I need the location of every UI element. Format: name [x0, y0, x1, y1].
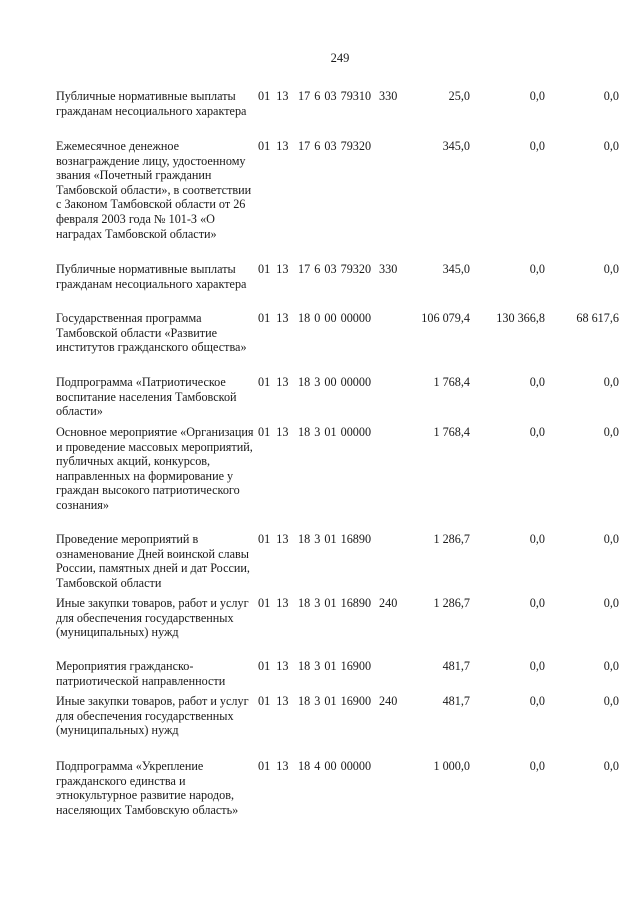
- row-value-2: 0,0: [529, 139, 545, 153]
- row-section-code: 01 13: [258, 425, 289, 439]
- row-value-3: 0,0: [603, 375, 619, 389]
- row-value-1: 106 079,4: [421, 311, 470, 325]
- row-expense-type: 330: [379, 262, 398, 276]
- row-name: Публичные нормативные выплаты гражданам несоциального характера: [56, 89, 247, 118]
- row-target-code: 18 4 00 00000: [298, 759, 372, 773]
- row-section-code: 01 13: [258, 659, 289, 673]
- row-value-3: 0,0: [603, 425, 619, 439]
- row-name: Иные закупки товаров, работ и услуг для обеспечения государственных (муниципальных) нужд: [56, 596, 249, 640]
- row-value-1: 481,7: [442, 659, 470, 673]
- row-value-3: 0,0: [603, 759, 619, 773]
- row-value-1: 1 000,0: [433, 759, 470, 773]
- row-value-1: 1 286,7: [433, 596, 470, 610]
- row-target-code: 18 3 00 00000: [298, 375, 372, 389]
- row-value-1: 345,0: [442, 139, 470, 153]
- row-name: Мероприятия гражданско-патриотической направленности: [56, 659, 226, 688]
- row-value-3: 0,0: [603, 659, 619, 673]
- row-target-code: 18 3 01 00000: [298, 425, 372, 439]
- row-name: Проведение мероприятий в ознаменование Дней воинской славы России, памятных дней и дат России, Тамбовской области: [56, 532, 250, 590]
- row-target-code: 18 3 01 16900: [298, 659, 372, 673]
- row-section-code: 01 13: [258, 759, 289, 773]
- row-value-3: 0,0: [603, 596, 619, 610]
- row-value-2: 0,0: [529, 262, 545, 276]
- row-target-code: 18 3 01 16900: [298, 694, 372, 708]
- row-name: Публичные нормативные выплаты гражданам несоциального характера: [56, 262, 247, 291]
- row-value-3: 0,0: [603, 694, 619, 708]
- row-value-2: 130 366,8: [496, 311, 545, 325]
- row-section-code: 01 13: [258, 694, 289, 708]
- row-value-3: 0,0: [603, 532, 619, 546]
- row-target-code: 18 0 00 00000: [298, 311, 372, 325]
- row-expense-type: 240: [379, 694, 398, 708]
- row-value-1: 345,0: [442, 262, 470, 276]
- row-name: Иные закупки товаров, работ и услуг для обеспечения государственных (муниципальных) нужд: [56, 694, 249, 738]
- row-value-3: 0,0: [603, 262, 619, 276]
- row-value-1: 481,7: [442, 694, 470, 708]
- row-name: Ежемесячное денежное вознаграждение лицу, удостоенному звания «Почетный гражданин Тамбовской области», в соответствии с Законом Тамбовской области от 26 февраля 2003 года № 101-З «О наградах Тамбовской области»: [56, 139, 252, 241]
- row-target-code: 18 3 01 16890: [298, 596, 372, 610]
- row-value-1: 1 768,4: [433, 425, 470, 439]
- row-target-code: 17 6 03 79320: [298, 139, 372, 153]
- row-value-3: 68 617,6: [576, 311, 619, 325]
- row-value-1: 25,0: [448, 89, 470, 103]
- row-expense-type: 240: [379, 596, 398, 610]
- row-value-2: 0,0: [529, 89, 545, 103]
- row-section-code: 01 13: [258, 262, 289, 276]
- row-name: Государственная программа Тамбовской области «Развитие институтов гражданского общества»: [56, 311, 247, 355]
- row-value-1: 1 768,4: [433, 375, 470, 389]
- row-name: Основное мероприятие «Организация и проведение массовых мероприятий, публичных акций, конкурсов, направленных на формирование у граждан высокого патриотического сознания»: [56, 425, 254, 512]
- row-section-code: 01 13: [258, 139, 289, 153]
- row-section-code: 01 13: [258, 532, 289, 546]
- row-value-2: 0,0: [529, 375, 545, 389]
- row-expense-type: 330: [379, 89, 398, 103]
- row-section-code: 01 13: [258, 89, 289, 103]
- row-value-2: 0,0: [529, 532, 545, 546]
- row-value-3: 0,0: [603, 139, 619, 153]
- row-value-2: 0,0: [529, 759, 545, 773]
- row-name: Подпрограмма «Патриотическое воспитание населения Тамбовской области»: [56, 375, 237, 419]
- row-value-1: 1 286,7: [433, 532, 470, 546]
- row-value-2: 0,0: [529, 596, 545, 610]
- row-target-code: 17 6 03 79310: [298, 89, 372, 103]
- row-value-3: 0,0: [603, 89, 619, 103]
- row-value-2: 0,0: [529, 425, 545, 439]
- row-name: Подпрограмма «Укрепление гражданского единства и этнокультурное развитие народов, населяющих Тамбовскую область»: [56, 759, 239, 817]
- row-value-2: 0,0: [529, 659, 545, 673]
- row-value-2: 0,0: [529, 694, 545, 708]
- row-section-code: 01 13: [258, 375, 289, 389]
- row-section-code: 01 13: [258, 311, 289, 325]
- row-section-code: 01 13: [258, 596, 289, 610]
- row-target-code: 17 6 03 79320: [298, 262, 372, 276]
- row-target-code: 18 3 01 16890: [298, 532, 372, 546]
- page-number: 249: [330, 51, 350, 65]
